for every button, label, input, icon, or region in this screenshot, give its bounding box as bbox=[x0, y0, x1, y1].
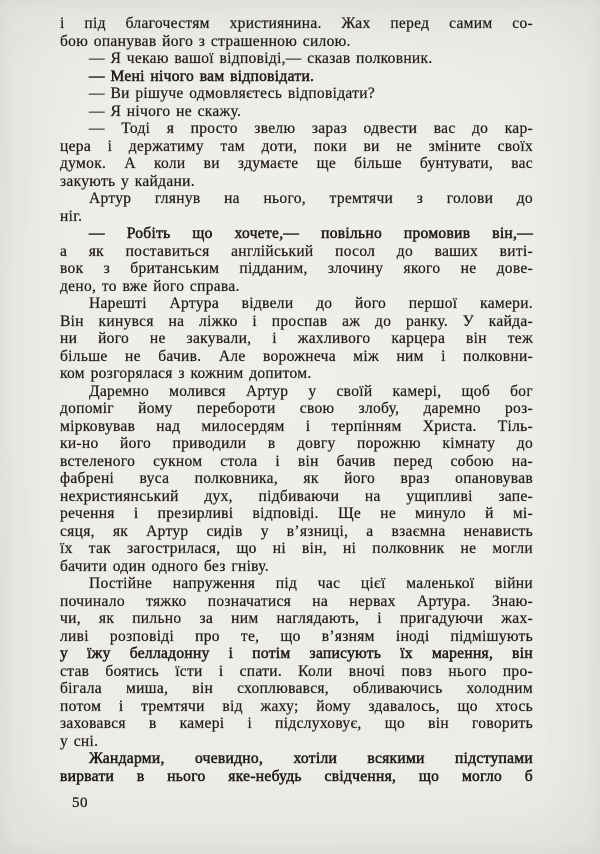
text-line: бою опанував його з страшенною силою. bbox=[60, 32, 351, 50]
text-line: — Робіть що хочете,— повільно промовив він,— bbox=[89, 225, 533, 242]
page-number: 50 bbox=[72, 795, 88, 811]
text-line: закують у кайдани. bbox=[60, 172, 195, 190]
page-text bbox=[60, 15, 533, 785]
text-line: чи, як пильно за ним наглядають, і пригадуючи жах- bbox=[60, 610, 533, 627]
text-line: ком розгорялася з кожним допитом. bbox=[60, 365, 312, 382]
text-line: бачити один одного без гніву. bbox=[60, 557, 269, 575]
text-line: став боятись їсти і спати. Коли вночі повз нього про- bbox=[60, 662, 533, 680]
text-line: ливі розповіді про те, що в’язням іноді підмішують bbox=[60, 627, 533, 645]
text-line: — Ви рішуче одмовляєтесь відповідати? bbox=[89, 85, 376, 102]
text-line: Нарешті Артура відвели до його першої камери. bbox=[89, 295, 533, 312]
text-line: Артур глянув на нього, тремтячи з голови до bbox=[89, 190, 533, 207]
text-line: нехристиянський дух, підбиваючи на ущипливі запе- bbox=[60, 487, 533, 505]
text-line: заховався в камері і підслуховує, що він говорить bbox=[60, 715, 533, 732]
text-line: Жандарми, очевидно, хотіли всякими підступами bbox=[89, 750, 533, 767]
text-line: а як поставиться англійський посол до ваших виті- bbox=[60, 242, 533, 260]
text-line: вирвати в нього яке-небудь свідчення, що могло б bbox=[60, 767, 533, 785]
text-line: — Я чекаю вашої відповіді,— сказав полковник. bbox=[89, 50, 433, 67]
text-line: у їжу белладонну і потім записують їх марення, він bbox=[60, 645, 533, 662]
text-line: допоміг йому перебороти свою злобу, даремно роз- bbox=[60, 400, 533, 417]
text-line: мірковував над милосердям і терпінням Христа. Тіль- bbox=[60, 417, 533, 435]
text-line: більше не бачив. Але ворожнеча між ним і полковни- bbox=[60, 347, 533, 365]
text-line: цера і держатиму там доти, поки ви не зміните своїх bbox=[60, 137, 533, 155]
text-line: ни його не закували, і жахливого карцера він теж bbox=[60, 330, 533, 347]
text-line: думок. А коли ви здумаєте ще більше бунтувати, вас bbox=[60, 155, 533, 172]
text-line: у сні. bbox=[60, 732, 99, 750]
text-line: дено, то вже його справа. bbox=[60, 277, 240, 295]
text-line: ніг. bbox=[60, 207, 83, 225]
text-line: Даремно молився Артур у своїй камері, щоб бог bbox=[89, 382, 533, 400]
text-line: Він кинувся на ліжко і проспав аж до ранку. У кайда- bbox=[60, 312, 533, 330]
text-line: — Тоді я просто звелю зараз одвести вас до кар- bbox=[89, 120, 533, 137]
text-line: їх так загострилася, що ні він, ні полковник не могли bbox=[60, 540, 533, 557]
text-line: — Я нічого не скажу. bbox=[89, 102, 242, 120]
text-line: сяця, як Артур сидів у в’язниці, а взаємна ненависть bbox=[60, 522, 533, 540]
text-line: потом і тремтячи від жаху; йому здавалось, що хтось bbox=[60, 697, 533, 715]
text-line: починало тяжко позначатися на нервах Артура. Знаю- bbox=[60, 592, 533, 610]
text-line: встеленого сукном стола і він бачив перед собою на- bbox=[60, 452, 533, 470]
text-line: вок з британським підданим, злочину якого не дове- bbox=[60, 260, 533, 277]
text-line: і під благочестям християнина. Жах перед самим со- bbox=[60, 15, 533, 32]
text-line: фабрені вуса полковника, як його враз опановував bbox=[60, 470, 533, 487]
text-line: Постійне напруження під час цієї маленької війни bbox=[89, 575, 533, 592]
text-line: — Мені нічого вам відповідати. bbox=[89, 67, 315, 85]
text-line: бігала миша, він схоплювався, обливаючись холодним bbox=[60, 680, 533, 697]
text-line: ки-но його приводили в довгу порожню кімнату до bbox=[60, 435, 533, 452]
text-line: речення і презирливі відповіді. Ще не минуло й мі- bbox=[60, 505, 533, 522]
